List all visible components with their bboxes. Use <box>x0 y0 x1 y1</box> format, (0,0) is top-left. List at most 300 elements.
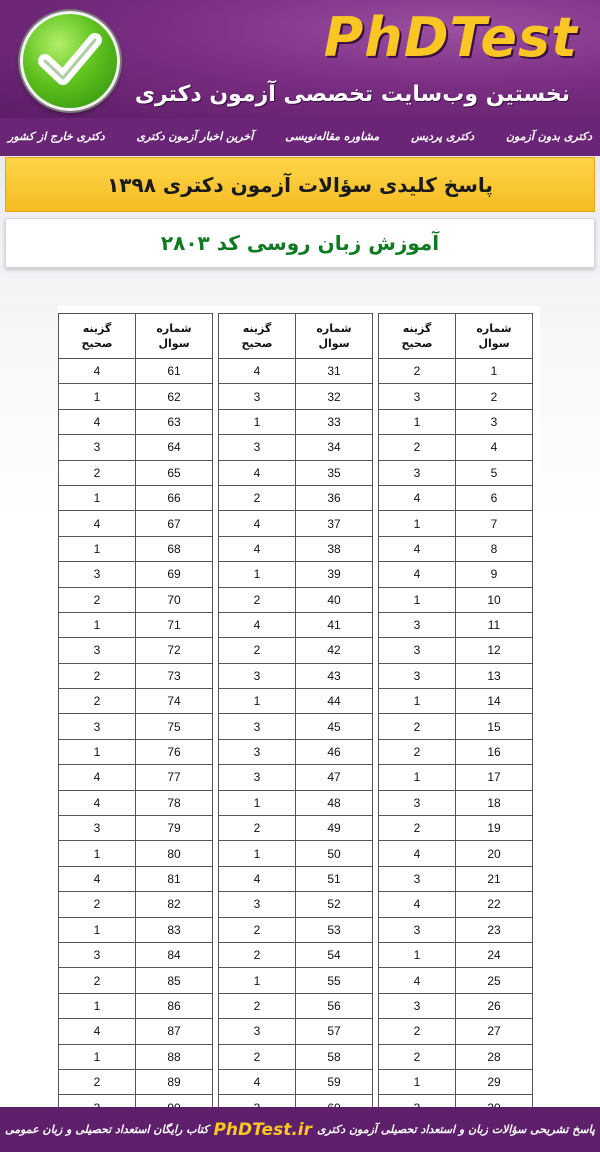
question-number-cell: 54 <box>296 942 373 967</box>
question-number-cell: 68 <box>136 536 213 561</box>
question-number-cell: 22 <box>456 892 533 917</box>
question-number-cell: 4 <box>456 435 533 460</box>
correct-option-cell: 1 <box>219 689 296 714</box>
question-number-cell: 25 <box>456 968 533 993</box>
table-row <box>379 1069 533 1094</box>
question-number-cell: 39 <box>296 562 373 587</box>
table-row <box>59 485 213 510</box>
table-row <box>379 993 533 1018</box>
question-number-cell: 35 <box>296 460 373 485</box>
table-row <box>379 942 533 967</box>
table-row <box>379 765 533 790</box>
correct-option-cell: 2 <box>59 689 136 714</box>
site-brand[interactable]: PhDTest <box>323 6 578 69</box>
table-row <box>219 511 373 536</box>
correct-option-cell: 1 <box>59 841 136 866</box>
correct-option-cell: 1 <box>379 511 456 536</box>
correct-option-cell: 3 <box>219 663 296 688</box>
correct-option-cell: 4 <box>219 612 296 637</box>
question-number-cell: 1 <box>456 359 533 384</box>
question-number-cell: 86 <box>136 993 213 1018</box>
correct-option-cell: 3 <box>379 866 456 891</box>
table-row <box>59 689 213 714</box>
question-number-cell: 53 <box>296 917 373 942</box>
correct-option-cell: 2 <box>219 1044 296 1069</box>
correct-option-cell: 3 <box>379 917 456 942</box>
correct-option-cell: 3 <box>379 790 456 815</box>
table-row <box>379 435 533 460</box>
table-row <box>219 638 373 663</box>
table-row <box>379 841 533 866</box>
table-row <box>379 663 533 688</box>
correct-option-cell: 3 <box>219 435 296 460</box>
top-navigation <box>0 118 600 156</box>
correct-option-cell: 1 <box>59 993 136 1018</box>
table-row <box>219 587 373 612</box>
question-header-line: شماره <box>476 322 512 335</box>
table-row <box>219 435 373 460</box>
table-row <box>59 1044 213 1069</box>
correct-option-cell: 2 <box>219 638 296 663</box>
answer-header-line: صحیح <box>241 337 273 350</box>
correct-option-cell: 4 <box>59 866 136 891</box>
table-row <box>219 536 373 561</box>
question-header-line: سوال <box>318 337 350 350</box>
table-row <box>59 587 213 612</box>
correct-option-header <box>219 314 296 359</box>
correct-option-cell: 1 <box>219 968 296 993</box>
table-row <box>379 689 533 714</box>
correct-option-header <box>59 314 136 359</box>
correct-option-cell: 1 <box>219 562 296 587</box>
question-number-cell: 31 <box>296 359 373 384</box>
table-row <box>219 460 373 485</box>
correct-option-cell: 1 <box>379 587 456 612</box>
question-number-cell: 47 <box>296 765 373 790</box>
correct-option-cell: 4 <box>59 409 136 434</box>
question-number-cell: 64 <box>136 435 213 460</box>
nav-item-pardis-doctorate[interactable]: دکتری پردیس <box>411 130 475 143</box>
correct-option-cell: 4 <box>219 511 296 536</box>
footer-text-start[interactable]: پاسخ تشریحی سؤالات زبان و استعداد تحصیلی آزمون دکتری <box>317 1123 595 1136</box>
question-number-cell: 43 <box>296 663 373 688</box>
correct-option-cell: 4 <box>379 536 456 561</box>
question-number-cell: 82 <box>136 892 213 917</box>
table-row <box>379 587 533 612</box>
question-number-cell: 69 <box>136 562 213 587</box>
table-row <box>219 562 373 587</box>
question-number-cell: 76 <box>136 739 213 764</box>
table-row <box>59 942 213 967</box>
correct-option-cell: 2 <box>219 917 296 942</box>
correct-option-cell: 4 <box>379 562 456 587</box>
table-row <box>219 739 373 764</box>
question-number-cell: 46 <box>296 739 373 764</box>
footer-text-end[interactable]: کتاب رایگان استعداد تحصیلی و زبان عمومی <box>5 1123 209 1136</box>
answer-key-tables <box>58 306 540 1096</box>
answer-table <box>378 313 533 1121</box>
table-row <box>219 384 373 409</box>
correct-option-cell: 4 <box>219 866 296 891</box>
table-row <box>219 1069 373 1094</box>
question-number-cell: 24 <box>456 942 533 967</box>
table-row <box>219 917 373 942</box>
checkmark-icon[interactable] <box>20 11 120 111</box>
table-row <box>59 765 213 790</box>
site-footer <box>0 1107 600 1152</box>
table-row <box>219 968 373 993</box>
table-row <box>379 892 533 917</box>
correct-option-cell: 4 <box>379 968 456 993</box>
footer-brand-link[interactable]: PhDTest.ir <box>213 1119 312 1140</box>
question-number-cell: 5 <box>456 460 533 485</box>
question-number-cell: 65 <box>136 460 213 485</box>
correct-option-cell: 1 <box>219 841 296 866</box>
question-number-cell: 42 <box>296 638 373 663</box>
correct-option-cell: 4 <box>379 841 456 866</box>
question-number-cell: 78 <box>136 790 213 815</box>
correct-option-cell: 2 <box>219 942 296 967</box>
correct-option-cell: 1 <box>219 790 296 815</box>
correct-option-cell: 3 <box>219 765 296 790</box>
correct-option-cell: 1 <box>59 739 136 764</box>
table-row <box>379 739 533 764</box>
question-number-cell: 87 <box>136 1019 213 1044</box>
question-number-cell: 37 <box>296 511 373 536</box>
question-number-cell: 40 <box>296 587 373 612</box>
question-number-cell: 85 <box>136 968 213 993</box>
correct-option-cell: 3 <box>379 612 456 637</box>
correct-option-cell: 3 <box>379 663 456 688</box>
table-row <box>379 612 533 637</box>
table-row <box>379 1044 533 1069</box>
table-row <box>59 536 213 561</box>
correct-option-cell: 3 <box>379 638 456 663</box>
table-row <box>219 714 373 739</box>
correct-option-cell: 1 <box>379 942 456 967</box>
question-number-cell: 12 <box>456 638 533 663</box>
question-number-cell: 16 <box>456 739 533 764</box>
table-row <box>379 816 533 841</box>
question-header-line: شماره <box>156 322 192 335</box>
answer-header-line: گزینه <box>242 322 272 335</box>
question-number-cell: 3 <box>456 409 533 434</box>
question-number-cell: 71 <box>136 612 213 637</box>
question-number-cell: 36 <box>296 485 373 510</box>
correct-option-cell: 3 <box>59 435 136 460</box>
correct-option-cell: 2 <box>379 714 456 739</box>
question-number-cell: 56 <box>296 993 373 1018</box>
correct-option-cell: 3 <box>219 384 296 409</box>
table-row <box>219 765 373 790</box>
correct-option-cell: 2 <box>379 1044 456 1069</box>
question-number-cell: 9 <box>456 562 533 587</box>
table-row <box>219 816 373 841</box>
question-number-cell: 13 <box>456 663 533 688</box>
question-number-cell: 23 <box>456 917 533 942</box>
table-row <box>59 612 213 637</box>
question-number-cell: 14 <box>456 689 533 714</box>
table-row <box>219 841 373 866</box>
table-row <box>59 1019 213 1044</box>
correct-option-cell: 2 <box>59 587 136 612</box>
correct-option-cell: 4 <box>59 1019 136 1044</box>
answer-header-line: گزینه <box>82 322 112 335</box>
site-header <box>0 0 600 118</box>
correct-option-cell: 1 <box>59 384 136 409</box>
nav-item-doctorate-without-exam[interactable]: دکتری بدون آزمون <box>505 130 592 143</box>
answer-header-line: گزینه <box>402 322 432 335</box>
question-number-cell: 80 <box>136 841 213 866</box>
question-number-cell: 15 <box>456 714 533 739</box>
correct-option-cell: 2 <box>219 816 296 841</box>
question-number-cell: 79 <box>136 816 213 841</box>
table-row <box>379 968 533 993</box>
question-number-cell: 11 <box>456 612 533 637</box>
question-number-cell: 20 <box>456 841 533 866</box>
table-row <box>379 917 533 942</box>
question-number-cell: 19 <box>456 816 533 841</box>
correct-option-cell: 4 <box>379 485 456 510</box>
question-number-cell: 34 <box>296 435 373 460</box>
table-row <box>59 1069 213 1094</box>
question-number-cell: 44 <box>296 689 373 714</box>
correct-option-cell: 3 <box>59 816 136 841</box>
answer-table-header-row <box>379 314 533 359</box>
correct-option-cell: 1 <box>379 689 456 714</box>
table-row <box>59 562 213 587</box>
correct-option-cell: 3 <box>219 714 296 739</box>
question-number-cell: 17 <box>456 765 533 790</box>
question-number-cell: 57 <box>296 1019 373 1044</box>
question-number-cell: 72 <box>136 638 213 663</box>
answer-table <box>58 313 213 1121</box>
table-row <box>219 689 373 714</box>
correct-option-cell: 2 <box>379 1019 456 1044</box>
table-row <box>379 866 533 891</box>
table-row <box>59 917 213 942</box>
page-title-banner <box>5 157 595 212</box>
nav-item-latest-news[interactable]: آخرین اخبار آزمون دکتری <box>136 130 254 143</box>
table-row <box>59 790 213 815</box>
correct-option-cell: 2 <box>59 892 136 917</box>
question-number-cell: 75 <box>136 714 213 739</box>
question-number-cell: 21 <box>456 866 533 891</box>
site-tagline: نخستین وب‌سایت تخصصی آزمون دکتری <box>134 82 570 107</box>
table-row <box>219 1044 373 1069</box>
question-header-line: سوال <box>478 337 510 350</box>
question-number-cell: 48 <box>296 790 373 815</box>
correct-option-cell: 4 <box>219 460 296 485</box>
table-row <box>379 1019 533 1044</box>
answer-table-header-row <box>59 314 213 359</box>
table-row <box>219 942 373 967</box>
question-number-cell: 89 <box>136 1069 213 1094</box>
correct-option-cell: 3 <box>379 384 456 409</box>
correct-option-cell: 2 <box>219 993 296 1018</box>
question-number-cell: 77 <box>136 765 213 790</box>
correct-option-cell: 4 <box>219 536 296 561</box>
question-number-cell: 61 <box>136 359 213 384</box>
answer-header-line: صحیح <box>81 337 113 350</box>
table-row <box>59 841 213 866</box>
question-number-cell: 74 <box>136 689 213 714</box>
question-number-header <box>456 314 533 359</box>
correct-option-cell: 1 <box>219 409 296 434</box>
table-row <box>219 612 373 637</box>
correct-option-cell: 4 <box>59 790 136 815</box>
table-row <box>379 460 533 485</box>
correct-option-cell: 3 <box>219 739 296 764</box>
table-row <box>219 790 373 815</box>
table-row <box>59 409 213 434</box>
correct-option-cell: 1 <box>59 612 136 637</box>
question-number-cell: 28 <box>456 1044 533 1069</box>
correct-option-cell: 3 <box>59 714 136 739</box>
table-row <box>379 485 533 510</box>
table-row <box>59 714 213 739</box>
correct-option-cell: 3 <box>379 460 456 485</box>
correct-option-cell: 1 <box>379 1069 456 1094</box>
question-number-cell: 62 <box>136 384 213 409</box>
question-number-cell: 66 <box>136 485 213 510</box>
nav-item-doctorate-abroad[interactable]: دکتری خارج از کشور <box>8 130 105 143</box>
correct-option-cell: 3 <box>219 1019 296 1044</box>
nav-item-article-consulting[interactable]: مشاوره مقاله‌نویسی <box>285 130 380 143</box>
correct-option-cell: 4 <box>219 359 296 384</box>
correct-option-cell: 2 <box>379 359 456 384</box>
correct-option-cell: 3 <box>59 942 136 967</box>
table-row <box>219 866 373 891</box>
question-number-cell: 51 <box>296 866 373 891</box>
correct-option-cell: 1 <box>59 1044 136 1069</box>
question-number-cell: 41 <box>296 612 373 637</box>
page-subtitle-box <box>5 218 595 268</box>
correct-option-cell: 2 <box>59 663 136 688</box>
page-subtitle: آموزش زبان روسی کد ۲۸۰۳ <box>160 231 440 255</box>
question-number-cell: 81 <box>136 866 213 891</box>
correct-option-cell: 3 <box>379 993 456 1018</box>
question-header-line: سوال <box>158 337 190 350</box>
question-number-cell: 29 <box>456 1069 533 1094</box>
question-number-cell: 6 <box>456 485 533 510</box>
table-row <box>219 359 373 384</box>
table-row <box>379 384 533 409</box>
question-number-cell: 59 <box>296 1069 373 1094</box>
table-row <box>219 485 373 510</box>
table-row <box>379 714 533 739</box>
table-row <box>59 968 213 993</box>
page-title: پاسخ کلیدی سؤالات آزمون دکتری ۱۳۹۸ <box>107 172 493 197</box>
question-number-cell: 88 <box>136 1044 213 1069</box>
answer-table <box>218 313 373 1121</box>
table-row <box>59 511 213 536</box>
table-row <box>59 993 213 1018</box>
correct-option-cell: 2 <box>59 1069 136 1094</box>
question-number-cell: 18 <box>456 790 533 815</box>
answer-table-header-row <box>219 314 373 359</box>
question-header-line: شماره <box>316 322 352 335</box>
correct-option-cell: 2 <box>219 485 296 510</box>
question-number-cell: 27 <box>456 1019 533 1044</box>
table-row <box>379 562 533 587</box>
question-number-cell: 67 <box>136 511 213 536</box>
question-number-cell: 83 <box>136 917 213 942</box>
question-number-cell: 52 <box>296 892 373 917</box>
correct-option-cell: 2 <box>59 460 136 485</box>
answer-header-line: صحیح <box>401 337 433 350</box>
question-number-cell: 49 <box>296 816 373 841</box>
question-number-cell: 38 <box>296 536 373 561</box>
table-row <box>59 816 213 841</box>
question-number-cell: 58 <box>296 1044 373 1069</box>
correct-option-header <box>379 314 456 359</box>
table-row <box>379 409 533 434</box>
table-row <box>219 993 373 1018</box>
correct-option-cell: 1 <box>379 765 456 790</box>
question-number-cell: 2 <box>456 384 533 409</box>
correct-option-cell: 3 <box>59 638 136 663</box>
correct-option-cell: 2 <box>379 739 456 764</box>
table-row <box>379 511 533 536</box>
correct-option-cell: 4 <box>59 359 136 384</box>
correct-option-cell: 2 <box>59 968 136 993</box>
correct-option-cell: 1 <box>379 409 456 434</box>
question-number-cell: 8 <box>456 536 533 561</box>
question-number-cell: 7 <box>456 511 533 536</box>
correct-option-cell: 3 <box>219 892 296 917</box>
correct-option-cell: 3 <box>59 562 136 587</box>
question-number-cell: 63 <box>136 409 213 434</box>
table-row <box>379 536 533 561</box>
correct-option-cell: 2 <box>219 587 296 612</box>
correct-option-cell: 4 <box>379 892 456 917</box>
question-number-cell: 26 <box>456 993 533 1018</box>
table-row <box>219 892 373 917</box>
correct-option-cell: 2 <box>379 435 456 460</box>
table-row <box>219 409 373 434</box>
question-number-cell: 70 <box>136 587 213 612</box>
question-number-cell: 50 <box>296 841 373 866</box>
table-row <box>379 359 533 384</box>
table-row <box>59 663 213 688</box>
correct-option-cell: 1 <box>59 485 136 510</box>
table-row <box>379 638 533 663</box>
table-row <box>59 638 213 663</box>
correct-option-cell: 1 <box>59 917 136 942</box>
table-row <box>219 663 373 688</box>
table-row <box>59 359 213 384</box>
question-number-cell: 55 <box>296 968 373 993</box>
table-row <box>59 460 213 485</box>
table-row <box>59 866 213 891</box>
table-row <box>59 384 213 409</box>
table-row <box>59 435 213 460</box>
question-number-header <box>136 314 213 359</box>
table-row <box>59 892 213 917</box>
question-number-cell: 73 <box>136 663 213 688</box>
table-row <box>59 739 213 764</box>
question-number-cell: 84 <box>136 942 213 967</box>
question-number-cell: 45 <box>296 714 373 739</box>
question-number-header <box>296 314 373 359</box>
correct-option-cell: 2 <box>379 816 456 841</box>
correct-option-cell: 4 <box>219 1069 296 1094</box>
correct-option-cell: 4 <box>59 511 136 536</box>
table-row <box>219 1019 373 1044</box>
question-number-cell: 33 <box>296 409 373 434</box>
question-number-cell: 32 <box>296 384 373 409</box>
